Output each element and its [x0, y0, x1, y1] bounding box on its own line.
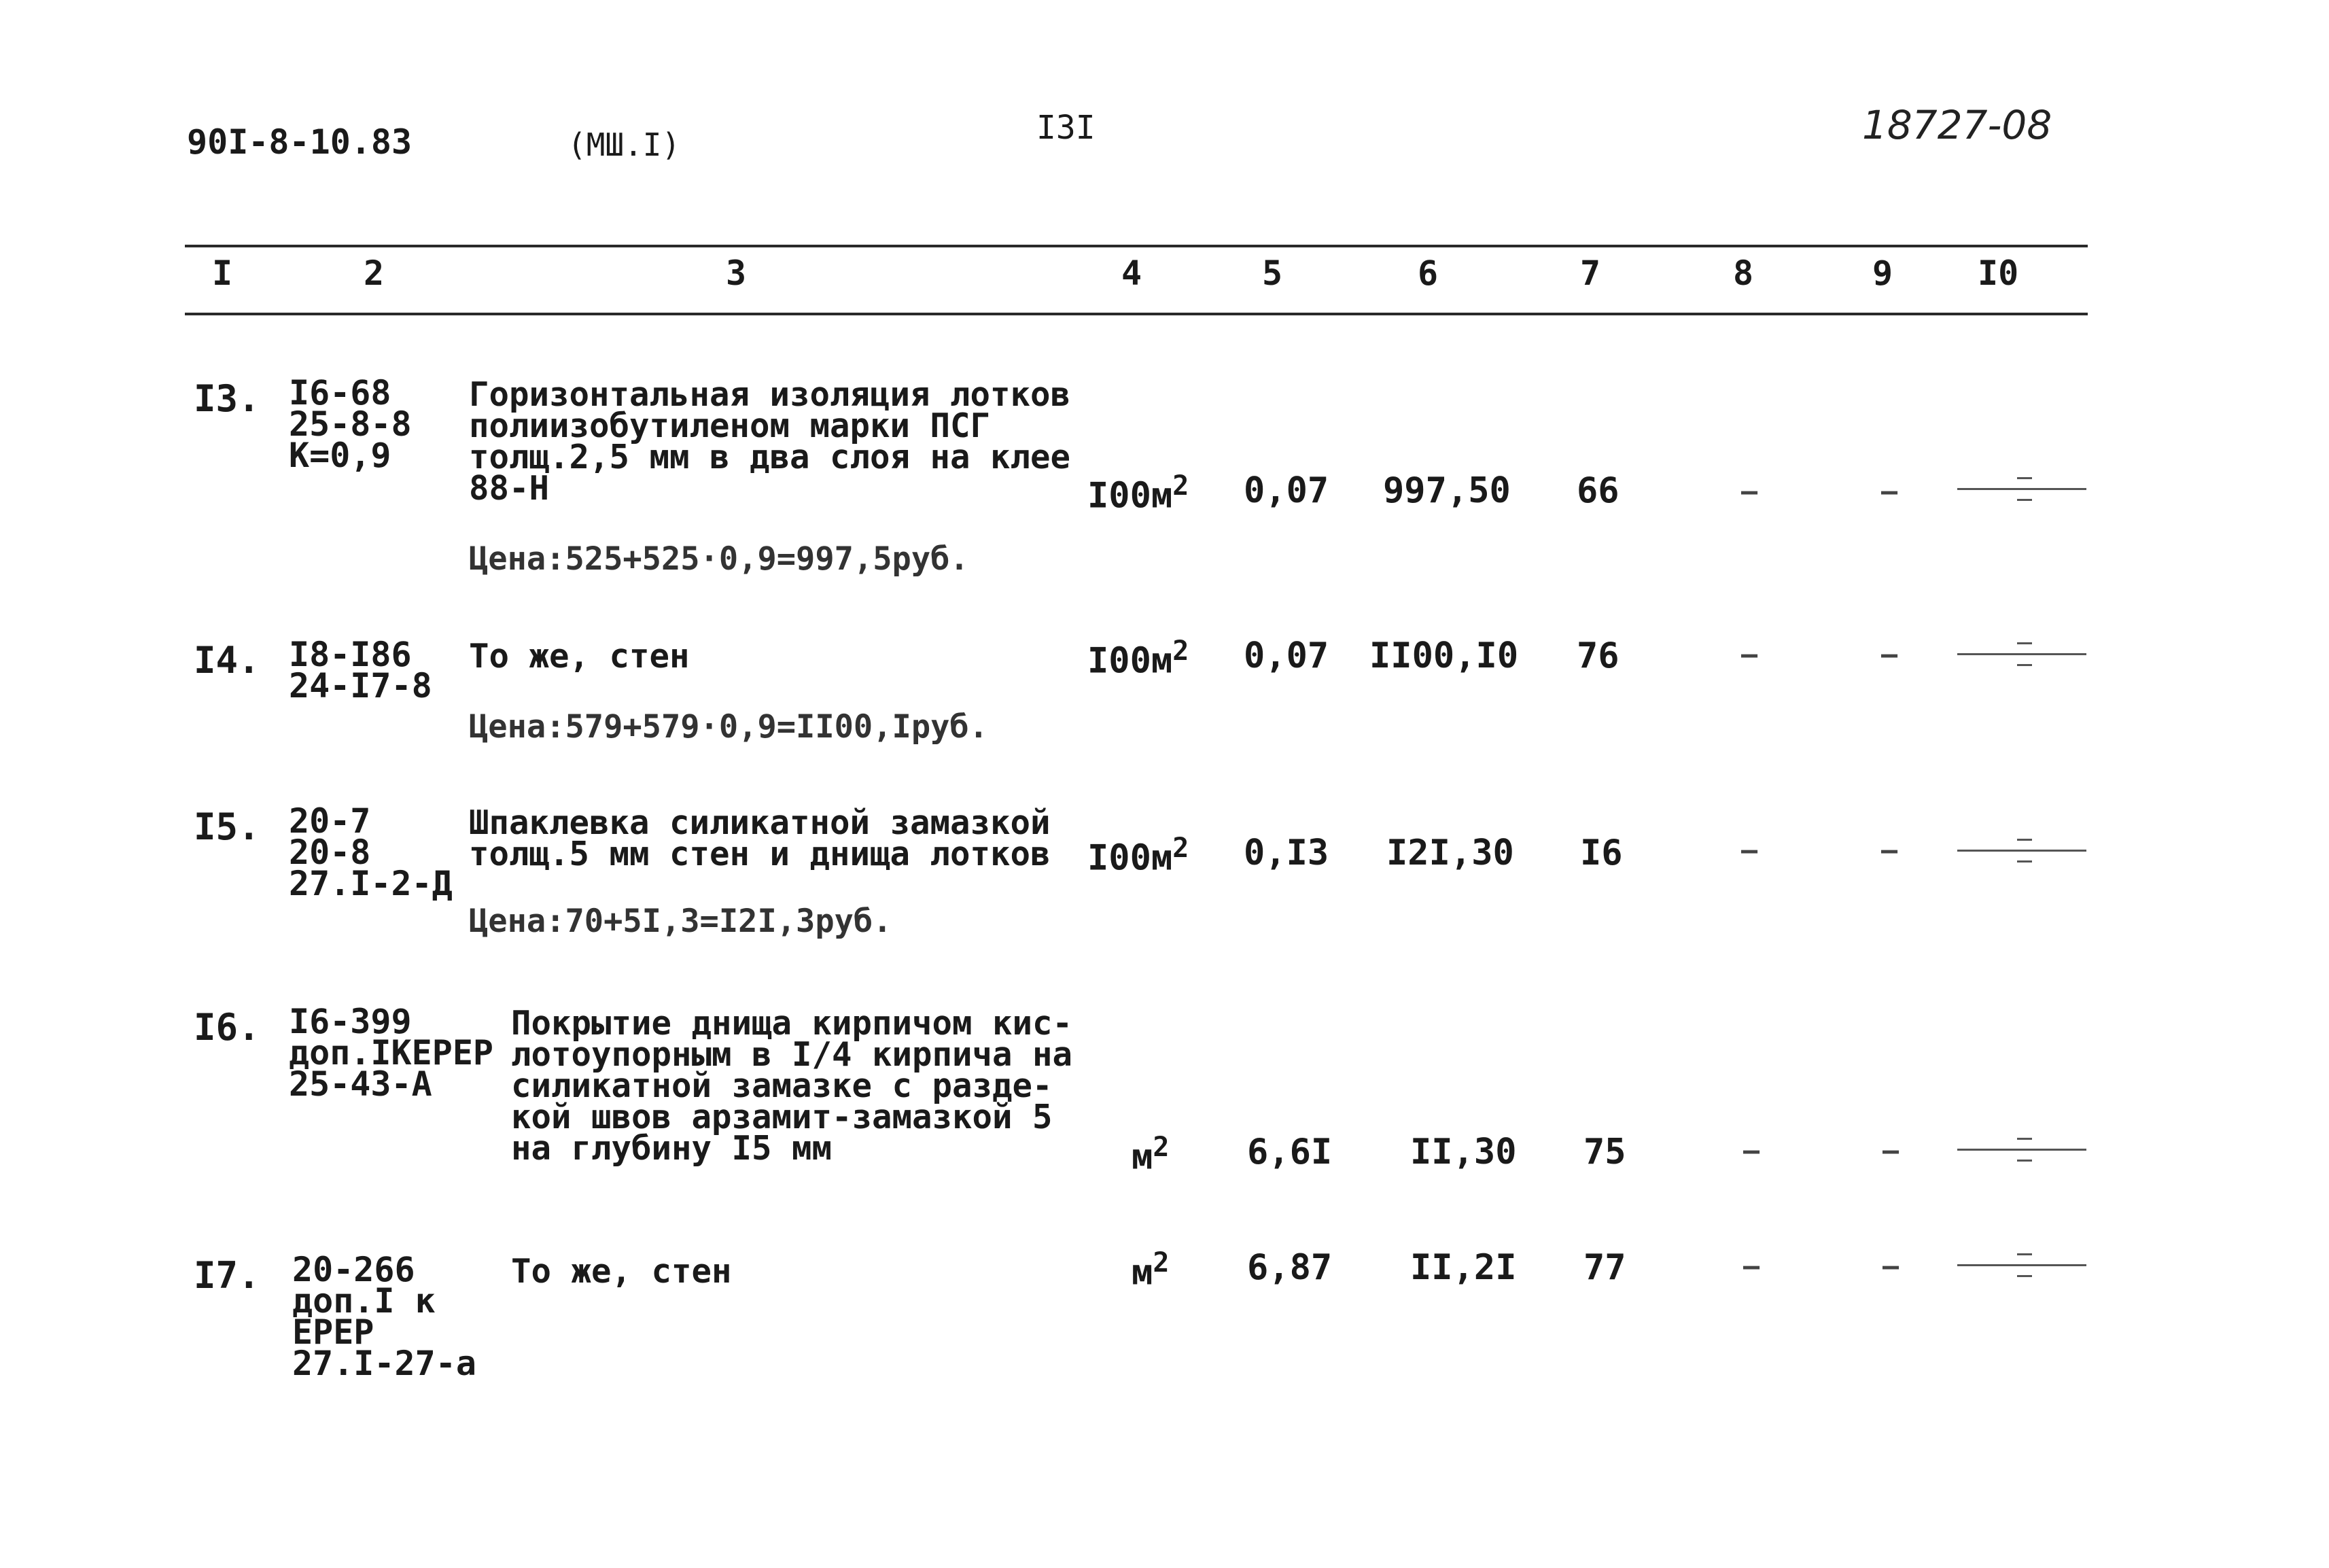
- column-header-5: 5: [1262, 254, 1283, 293]
- description-line: кой швов арзамит-замазкой 5: [511, 1098, 1053, 1136]
- unit-exponent: 2: [1172, 470, 1189, 502]
- rate-code: [292, 1250, 476, 1383]
- description-line: То же, стен: [511, 1252, 732, 1291]
- column-header-1: I: [212, 254, 233, 293]
- unit-of-measure: [1132, 1132, 1169, 1177]
- unit-label: м: [1132, 1252, 1153, 1293]
- column-header-9: 9: [1872, 254, 1893, 293]
- rate-code: [289, 801, 453, 903]
- rate-code-line: K=0,9: [289, 436, 391, 475]
- page-number: I3I: [1036, 109, 1096, 147]
- column-10-mark: [1950, 476, 2093, 503]
- column-7-value: 66: [1577, 470, 1619, 511]
- rate-code: [289, 373, 412, 475]
- rate-code-line: 27.I-2-Д: [289, 864, 453, 903]
- column-header-4: 4: [1121, 254, 1142, 293]
- unit-cost: II,30: [1410, 1132, 1517, 1172]
- column-7-value: I6: [1580, 833, 1623, 873]
- column-9-value: –: [1883, 1135, 1899, 1166]
- column-9-value: –: [1881, 639, 1898, 670]
- column-9-value: –: [1883, 1251, 1899, 1282]
- description-line: толщ.2,5 мм в два слоя на клее: [469, 438, 1071, 476]
- rate-code-line: 20-266: [292, 1250, 415, 1289]
- column-7-value: 76: [1577, 635, 1619, 676]
- column-header-2: 2: [364, 254, 385, 293]
- description-line: Покрытие днища кирпичом кис-: [511, 1004, 1073, 1043]
- unit-of-measure: [1087, 833, 1189, 878]
- description-line: Горизонтальная изоляция лотков: [469, 375, 1071, 414]
- description-line: То же, стен: [469, 637, 690, 676]
- rate-code-line: ЕРЕР: [292, 1312, 374, 1352]
- row-number: I5.: [194, 805, 260, 848]
- rate-code-line: I6-399: [289, 1002, 412, 1041]
- description-line: силикатной замазке с разде-: [511, 1066, 1053, 1105]
- unit-exponent: 2: [1153, 1132, 1170, 1163]
- price-calculation: Цена:579+579·0,9=II00,Iруб.: [469, 708, 989, 746]
- column-10-mark: [1950, 1252, 2093, 1279]
- rate-code-line: 20-7: [289, 801, 371, 841]
- column-8-value: –: [1741, 476, 1758, 507]
- unit-label: I00м: [1087, 640, 1173, 682]
- unit-of-measure: [1132, 1247, 1169, 1293]
- work-description: [469, 803, 1051, 873]
- column-7-value: 77: [1583, 1247, 1626, 1288]
- quantity: 6,6I: [1247, 1132, 1333, 1172]
- unit-label: м: [1132, 1136, 1153, 1178]
- rate-code-line: 27.I-27-а: [292, 1344, 476, 1383]
- quantity: 0,07: [1244, 470, 1329, 511]
- column-10-mark: [1950, 641, 2093, 668]
- column-8-value: –: [1741, 835, 1758, 866]
- row-number: I3.: [194, 377, 260, 420]
- album-label: (МШ.I): [567, 126, 681, 163]
- document-code: 90I-8-10.83: [187, 122, 413, 162]
- row-number: I7.: [194, 1254, 260, 1297]
- unit-cost: 997,50: [1383, 470, 1511, 511]
- unit-of-measure: [1087, 635, 1189, 681]
- column-header-7: 7: [1580, 254, 1601, 293]
- description-line: полиизобутиленом марки ПСГ: [469, 406, 991, 445]
- description-line: на глубину I5 мм: [511, 1129, 833, 1168]
- description-line: 88-Н: [469, 469, 550, 508]
- rate-code-line: доп.I к: [292, 1281, 436, 1321]
- quantity: 6,87: [1247, 1247, 1333, 1288]
- quantity: 0,07: [1244, 635, 1329, 676]
- column-9-value: –: [1881, 476, 1898, 507]
- price-calculation: Цена:525+525·0,9=997,5руб.: [469, 540, 969, 578]
- column-8-value: –: [1741, 639, 1758, 670]
- row-number: I4.: [194, 639, 260, 682]
- column-header-8: 8: [1733, 254, 1754, 293]
- unit-cost: II,2I: [1410, 1247, 1517, 1288]
- column-9-value: –: [1881, 835, 1898, 866]
- row-number: I6.: [194, 1006, 260, 1049]
- table-top-rule: [185, 245, 2088, 247]
- inventory-number: 18727-08: [1862, 102, 2052, 148]
- rate-code: [289, 635, 432, 705]
- column-7-value: 75: [1583, 1132, 1626, 1172]
- work-description: [511, 1252, 732, 1291]
- rate-code-line: 25-43-А: [289, 1064, 432, 1104]
- work-description: [469, 375, 1071, 508]
- rate-code-line: 24-I7-8: [289, 666, 432, 705]
- column-header-6: 6: [1418, 254, 1439, 293]
- unit-exponent: 2: [1172, 635, 1189, 667]
- unit-of-measure: [1087, 470, 1189, 516]
- rate-code-line: 20-8: [289, 833, 371, 872]
- rate-code-line: 25-8-8: [289, 404, 412, 444]
- rate-code-line: доп.IКЕРЕР: [289, 1033, 494, 1073]
- unit-label: I00м: [1087, 475, 1173, 517]
- unit-exponent: 2: [1153, 1247, 1170, 1278]
- price-calculation: Цена:70+5I,3=I2I,3руб.: [469, 903, 892, 940]
- description-line: Шпаклевка силикатной замазкой: [469, 803, 1051, 842]
- rate-code: [289, 1002, 494, 1104]
- table-header-rule: [185, 313, 2088, 315]
- quantity: 0,I3: [1244, 833, 1329, 873]
- rate-code-line: I8-I86: [289, 635, 412, 674]
- column-8-value: –: [1743, 1251, 1760, 1282]
- description-line: лотоупорным в I/4 кирпича на: [511, 1035, 1073, 1074]
- work-description: [511, 1004, 1073, 1168]
- column-header-3: 3: [726, 254, 747, 293]
- column-header-10: I0: [1978, 254, 2019, 293]
- rate-code-line: I6-68: [289, 373, 391, 413]
- unit-exponent: 2: [1172, 833, 1189, 864]
- column-10-mark: [1950, 837, 2093, 865]
- description-line: толщ.5 мм стен и днища лотков: [469, 835, 1051, 873]
- work-description: [469, 637, 690, 676]
- column-8-value: –: [1743, 1135, 1760, 1166]
- unit-label: I00м: [1087, 837, 1173, 879]
- unit-cost: I2I,30: [1386, 833, 1514, 873]
- column-10-mark: [1950, 1136, 2093, 1164]
- unit-cost: II00,I0: [1369, 635, 1519, 676]
